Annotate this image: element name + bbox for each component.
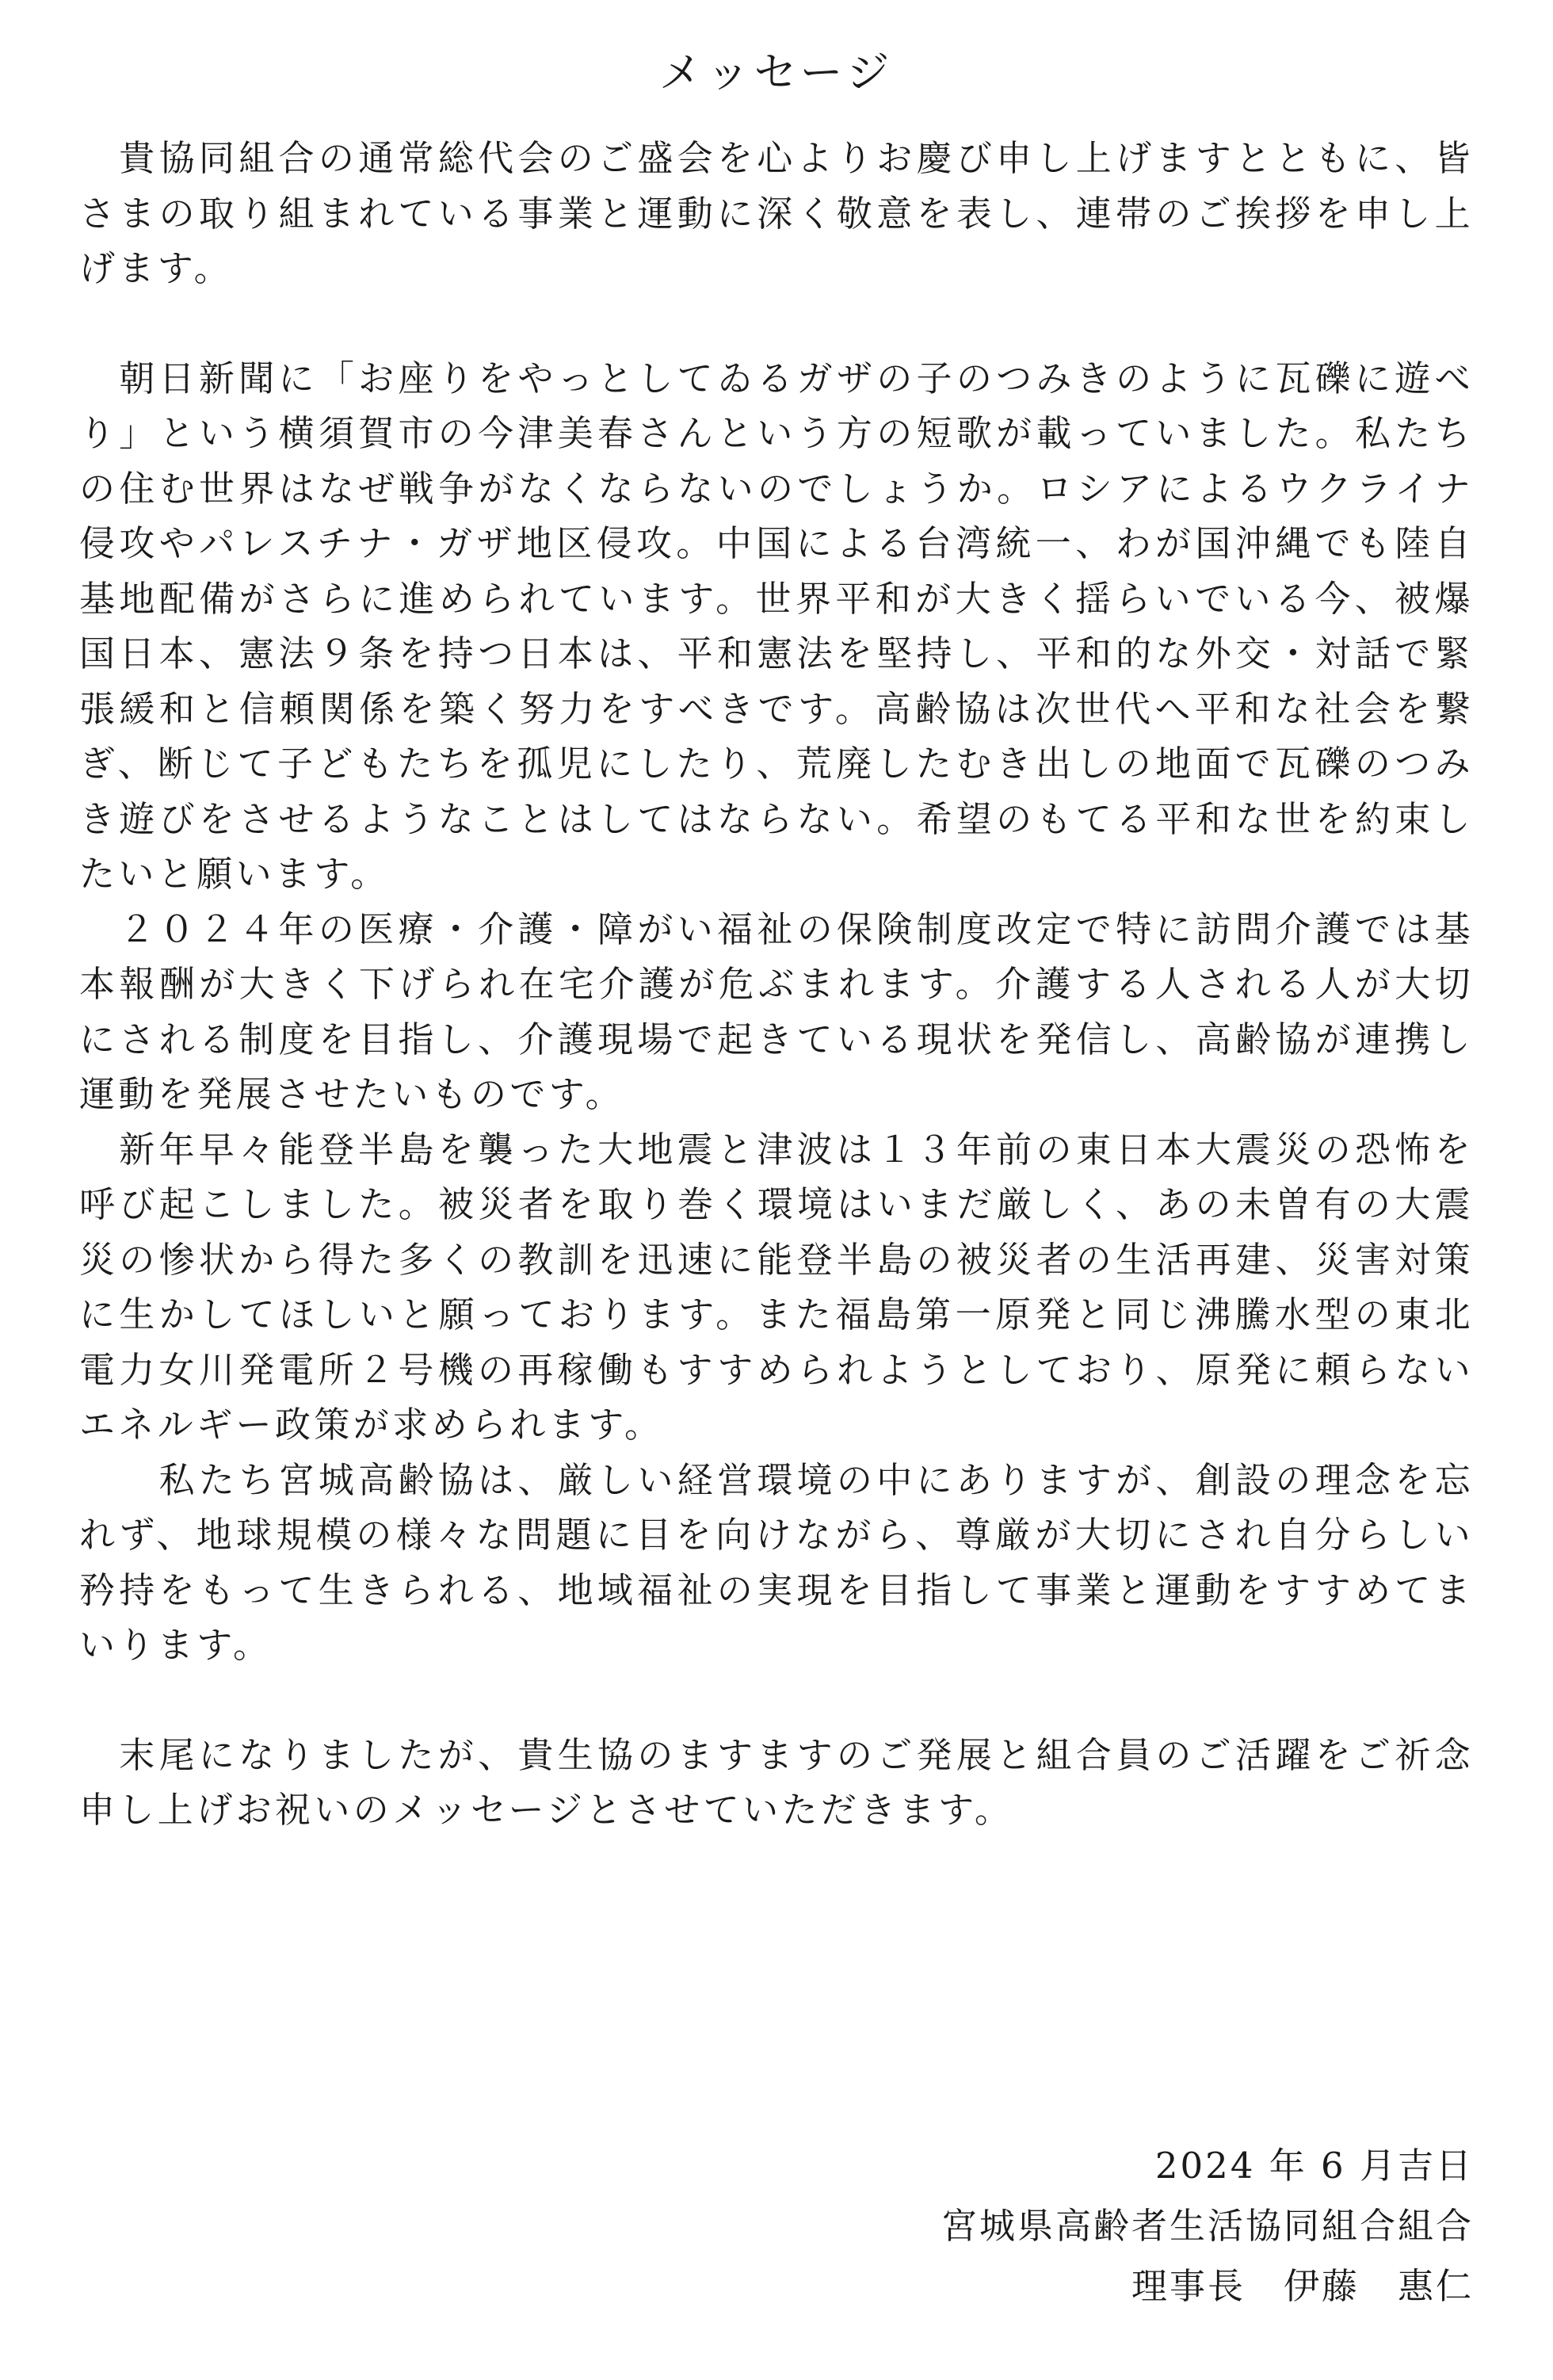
message-body	[79, 131, 1474, 1838]
paragraph-commitment: 私たち宮城高齢協は、厳しい経営環境の中にありますが、創設の理念を忘れず、地球規模の様々な問題に目を向けながら、尊厳が大切にされ自分らしい矜持をもって生きられる、地域福祉の実現を目指して事業と運動をすすめてまいります。	[79, 1458, 1474, 1666]
paragraph-care-policy: ２０２４年の医療・介護・障がい福祉の保険制度改定で特に訪問介護では基本報酬が大きく下げられ在宅介護が危ぶまれます。介護する人される人が大切にされる制度を目指し、介護現場で起きている現状を発信し、高齢協が連携し運動を発展させたいものです。	[79, 907, 1474, 1115]
paragraph-peace: 朝日新聞に「お座りをやっとしてゐるガザの子のつみきのように瓦礫に遊べり」という横須賀市の今津美春さんという方の短歌が載っていました。私たちの住む世界はなぜ戦争がなくならないのでしょうか。ロシアによるウクライナ侵攻やパレスチナ・ガザ地区侵攻。中国による台湾統一、わが国沖縄でも陸自基地配備がさらに進められています。世界平和が大きく揺らいでいる今、被爆国日本、憲法９条を持つ日本は、平和憲法を堅持し、平和的な外交・対話で緊張緩和と信頼関係を築く努力をすべきです。高齢協は次世代へ平和な社会を繋ぎ、断じて子どもたちを孤児にしたり、荒廃したむき出しの地面で瓦礫のつみき遊びをさせるようなことはしてはならない。希望のもてる平和な世を約束したいと願います。	[79, 357, 1474, 895]
signature-block	[941, 2136, 1474, 2317]
signature-date: 2024 年 6 月吉日	[1154, 2145, 1474, 2187]
paragraph-closing: 末尾になりましたが、貴生協のますますのご発展と組合員のご活躍をご祈念申し上げお祝いのメッセージとさせていただきます。	[79, 1733, 1474, 1831]
signature-representative: 理事長 伊藤 惠仁	[1131, 2265, 1474, 2307]
signature-organization: 宮城県高齢者生活協同組合組合	[941, 2205, 1474, 2247]
paragraph-spacer	[79, 1673, 1474, 1728]
paragraph-greeting: 貴協同組合の通常総代会のご盛会を心よりお慶び申し上げますとともに、皆さまの取り組まれている事業と運動に深く敬意を表し、連帯のご挨拶を申し上げます。	[79, 137, 1474, 289]
page-title: メッセージ	[658, 48, 895, 97]
paragraph-earthquake: 新年早々能登半島を襲った大地震と津波は１３年前の東日本大震災の恐怖を呼び起こしました。被災者を取り巻く環境はいまだ厳しく、あの未曽有の大震災の惨状から得た多くの教訓を迅速に能登半島の被災者の生活再建、災害対策に生かしてほしいと願っております。また福島第一原発と同じ沸騰水型の東北電力女川発電所２号機の再稼働もすすめられようとしており、原発に頼らないエネルギー政策が求められます。	[79, 1128, 1474, 1446]
paragraph-spacer	[79, 296, 1474, 351]
